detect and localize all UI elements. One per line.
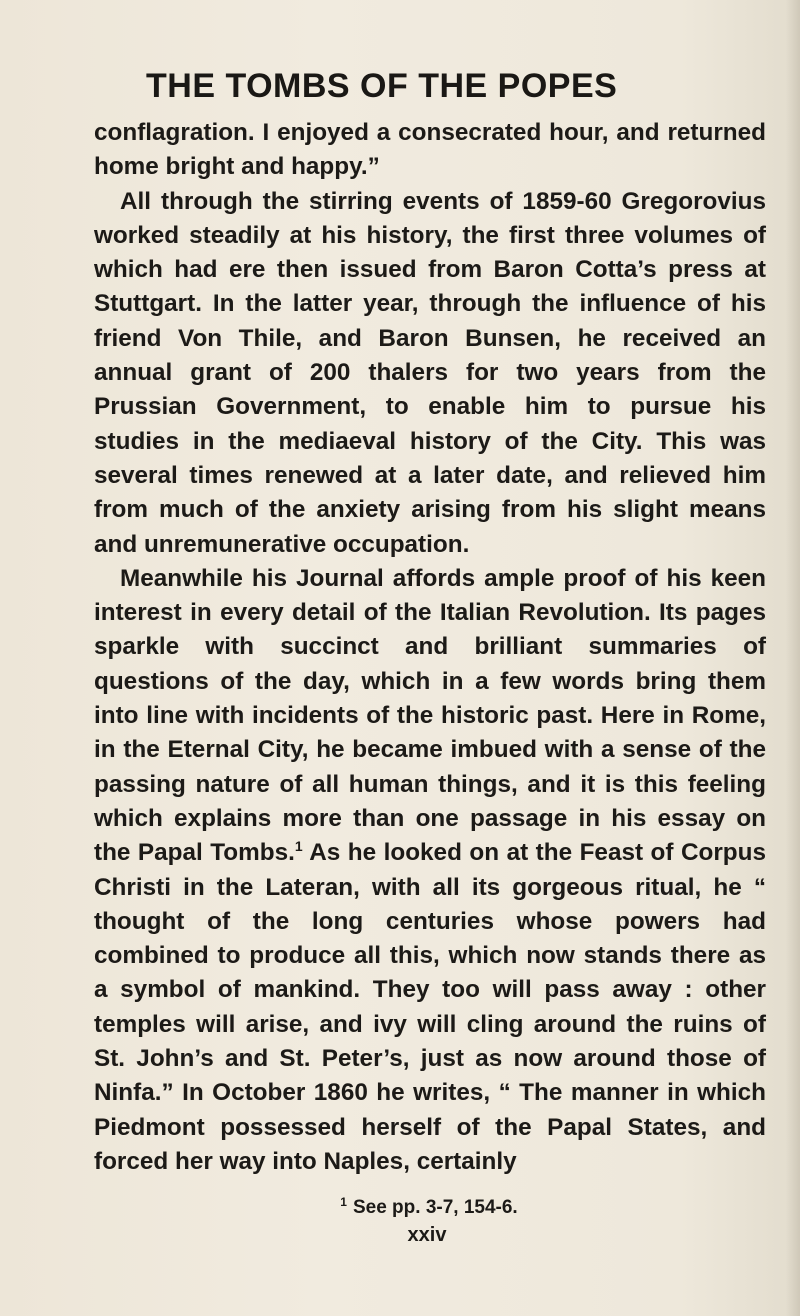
footnote-marker: 1: [340, 1195, 347, 1210]
paragraph-continuation: conflagration. I enjoyed a consecrated hour, and returned home bright and happy.”: [94, 119, 766, 181]
running-head: THE TOMBS OF THE POPES: [146, 67, 618, 105]
footnote-text: See pp. 3-7, 154-6.: [352, 1197, 518, 1219]
paragraph-gregorovius-history: All through the stirring events of 1859-60 Gregorovius worked steadily at his history, the first three volumes of which had ere then issued from Baron Cotta’s press at Stuttgart. In the latter year, through the influence of his friend Von Thile, and Baron Bunsen, he received an annual grant of 200 thalers for two years from the Prussian Government, to enable him to pursue his studies in the mediaeval history of the City. This was several times renewed at a later date, and relieved him from much of the anxiety arising from his slight means and unremunerative occupation.: [94, 187, 766, 558]
page-edge-shadow: [786, 0, 800, 1316]
paragraph-journal: [94, 562, 766, 1179]
paragraph-journal-text-a: Meanwhile his Journal affords ample proof of his keen interest in every detail of the Italian Revolution. Its pages sparkle with succinct and brilliant summaries of questions of the day, which in a few words bring them into line with incidents of the historic past. Here in Rome, in the Eternal City, he became imbued with a sense of the passing nature of all human things, and it is this feeling which explains more than one passage in his essay on the Papal Tombs.: [94, 564, 766, 867]
body-text: [94, 116, 766, 1179]
footnote-reference: 1: [294, 838, 303, 855]
footnote: [94, 1195, 760, 1221]
page-number: xxiv: [407, 1224, 447, 1247]
paragraph-journal-text-b: As he looked on at the Feast of Corpus Christi in the Lateran, with all its gorgeous ritual, he “ thought of the long centuries whose powers had combined to produce all this, which now stands there as a symbol of mankind. They too will pass away : other temples will arise, and ivy will cling around the ruins of St. John’s and St. Peter’s, just as now around those of Ninfa.” In October 1860 he writes, “ The manner in which Piedmont possessed herself of the Papal States, and forced her way into Naples, certainly: [94, 839, 767, 1175]
